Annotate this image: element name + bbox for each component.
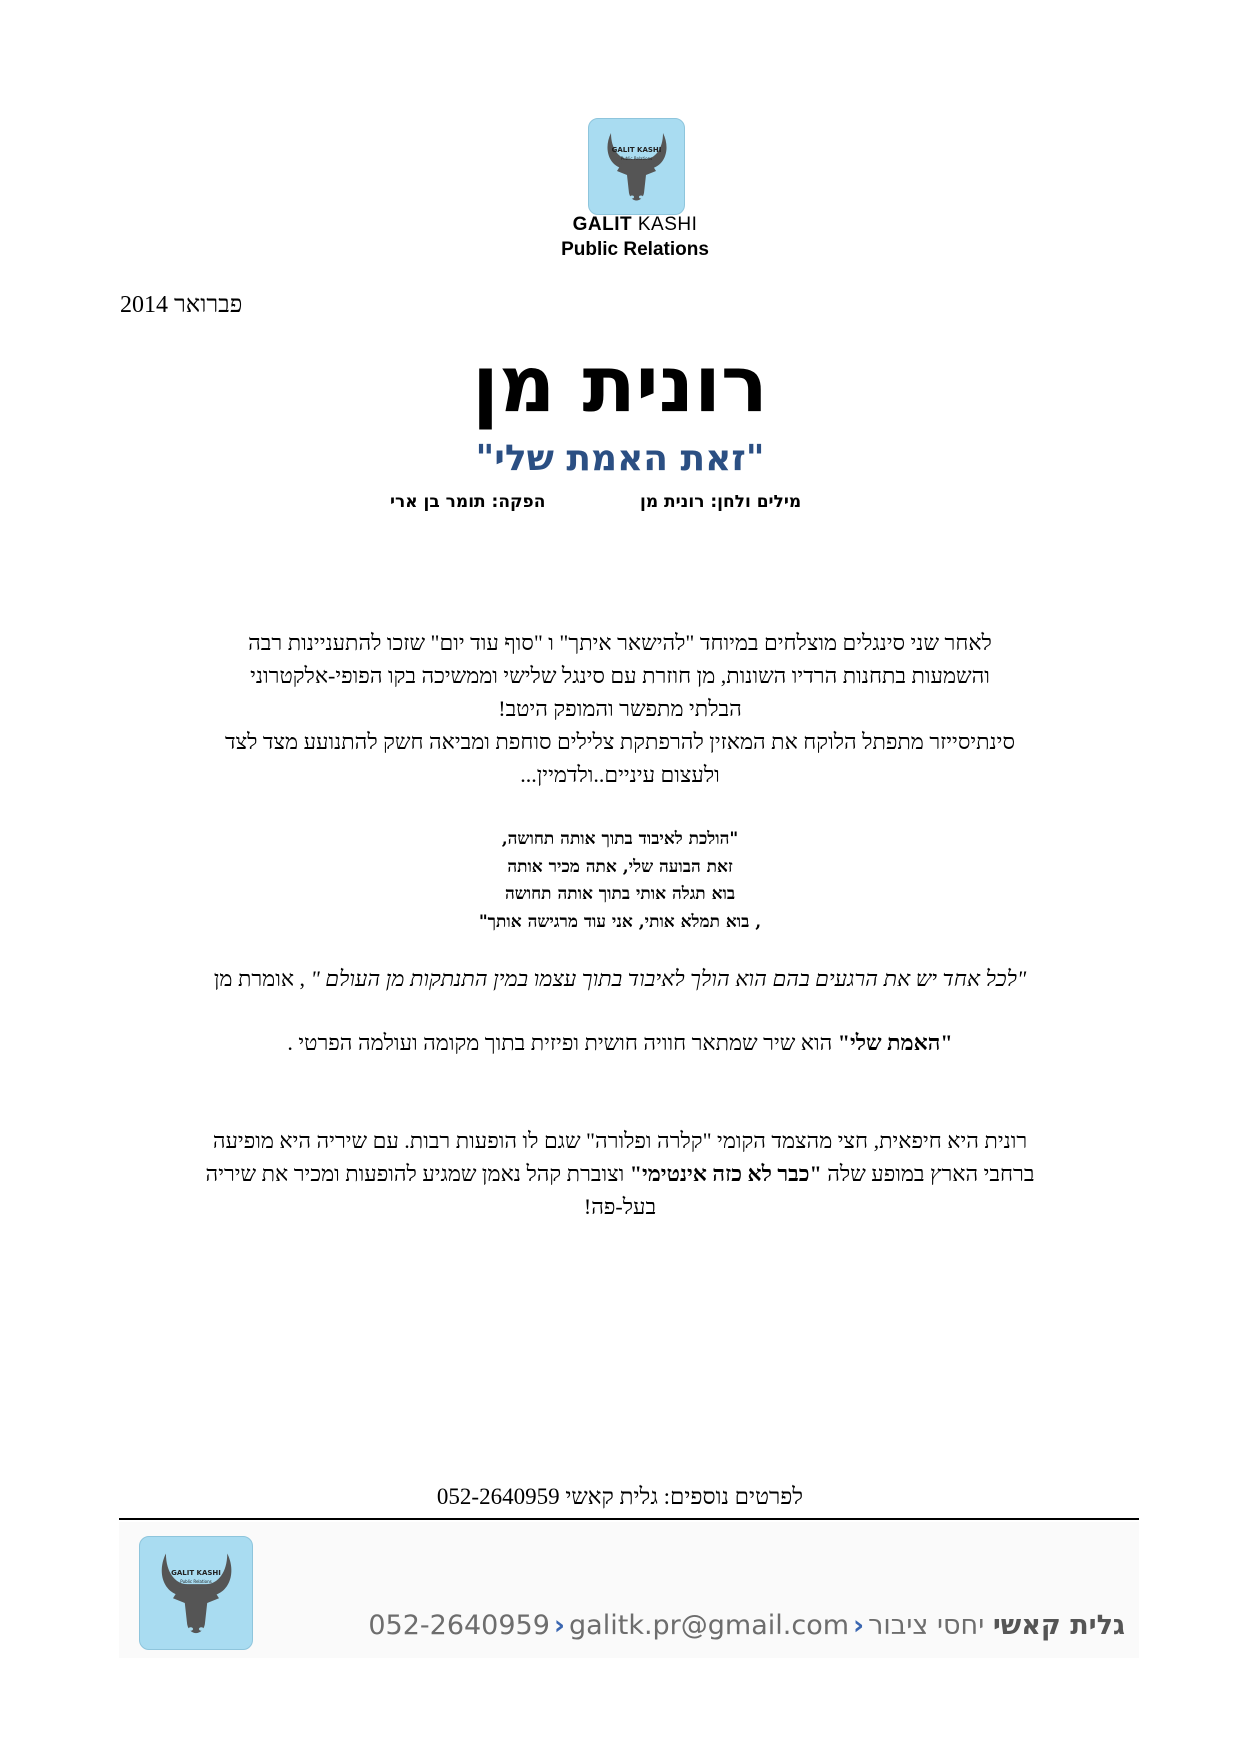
footer-role: יחסי ציבור <box>868 1610 985 1641</box>
lyrics-line: בוא תגלה אותי בתוך אותה תחושה <box>504 884 736 904</box>
logo-tile <box>588 118 685 215</box>
song-description-text: הוא שיר שמתאר חוויה חושית ופיזית בתוך מקומה ועולמה הפרטי . <box>287 1030 838 1055</box>
logo-brand-bold: GALIT <box>572 214 633 235</box>
lyrics-line: , בוא תמלא אותי, אני עוד מרגישה אותך" <box>478 911 762 932</box>
footer-logo-tile <box>139 1536 253 1650</box>
credits-lyrics-music: מילים ולחן: רונית מן <box>640 492 802 512</box>
lyrics-line: זאת הבועה שלי, אתה מכיר אותה <box>507 856 733 877</box>
song-title: "זאת האמת שלי" <box>475 438 765 479</box>
footer-banner <box>119 1522 1139 1658</box>
lyrics-quote <box>340 826 900 936</box>
song-description <box>130 1030 1110 1056</box>
footer-email[interactable]: galitk.pr@gmail.com <box>569 1610 850 1641</box>
document-date: פברואר 2014 <box>120 292 243 318</box>
logo-brand <box>500 214 770 236</box>
credits-production: הפקה: תומר בן ארי <box>390 492 546 512</box>
quote-attribution: , אומרת מן <box>213 966 311 991</box>
artist-title: רונית מן <box>472 340 768 430</box>
bio-line2-end: וצוברת קהל נאמן שמגיע להופעות ומכיר את שיריה <box>205 1161 630 1186</box>
footer-contact-row <box>275 1610 1125 1650</box>
bio-line: בעל-פה! <box>583 1194 657 1219</box>
logo-brand-regular: KASHI <box>637 214 698 235</box>
bull-head-icon <box>140 1537 252 1649</box>
bio-line <box>130 1157 1110 1190</box>
intro-line: לאחר שני סינגלים מוצלחים במיוחד "להישאר איתך" ו "סוף עוד יום" שזכו להתעניינות רבה <box>248 630 992 655</box>
show-name-bold: "כבר לא כזה אינטימי" <box>629 1161 822 1186</box>
bio-line: רונית היא חיפאית, חצי מהצמד הקומי "קלרה ופלורה" שגם לו הופעות רבות. עם שיריה היא מופיעה <box>212 1128 1028 1153</box>
footer-name: גלית קאשי <box>992 1610 1125 1641</box>
intro-line: סינתיסייזר מתפתל הלוקח את המאזין להרפתקת צלילים סוחפת ומביאה חשק להתנועע מצד לצד <box>225 729 1015 754</box>
footer-tile-brand: GALIT KASHI <box>171 1569 221 1577</box>
logo-tile-sub: Public Relations <box>620 156 653 161</box>
bull-head-icon <box>589 119 684 214</box>
footer-phone[interactable]: 052-2640959 <box>368 1610 550 1641</box>
quote-text: "לכל אחד יש את הרגעים בהם הוא הולך לאיבוד בתוך עצמו במין התנתקות מן העולם " <box>310 966 1027 991</box>
bio-line2-start: ברחבי הארץ במופע שלה <box>821 1161 1035 1186</box>
divider <box>119 1518 1139 1520</box>
song-name-bold: "האמת שלי" <box>837 1030 953 1055</box>
footer-separator: ‹ <box>853 1610 865 1641</box>
footer-separator: ‹ <box>553 1610 566 1641</box>
logo-tile-brand: GALIT KASHI <box>611 146 662 154</box>
logo-subtitle: Public Relations <box>561 239 709 260</box>
bio-paragraph <box>130 1124 1110 1223</box>
lyrics-line: "הולכת לאיבוד בתוך אותה תחושה, <box>501 829 739 849</box>
contact-details: לפרטים נוספים: גלית קאשי 052-2640959 <box>436 1484 804 1509</box>
artist-quote <box>130 966 1110 992</box>
intro-line: ולעצום עיניים..ולדמיין... <box>520 762 720 787</box>
intro-line: הבלתי מתפשר והמופק היטב! <box>498 696 742 721</box>
footer-tile-sub: Public Relations <box>180 1579 212 1584</box>
intro-line: והשמעות בתחנות הרדיו השונות, מן חוזרת עם סינגל שלישי וממשיכה בקו הפופי-אלקטרוני <box>250 663 990 688</box>
intro-paragraph <box>130 626 1110 791</box>
